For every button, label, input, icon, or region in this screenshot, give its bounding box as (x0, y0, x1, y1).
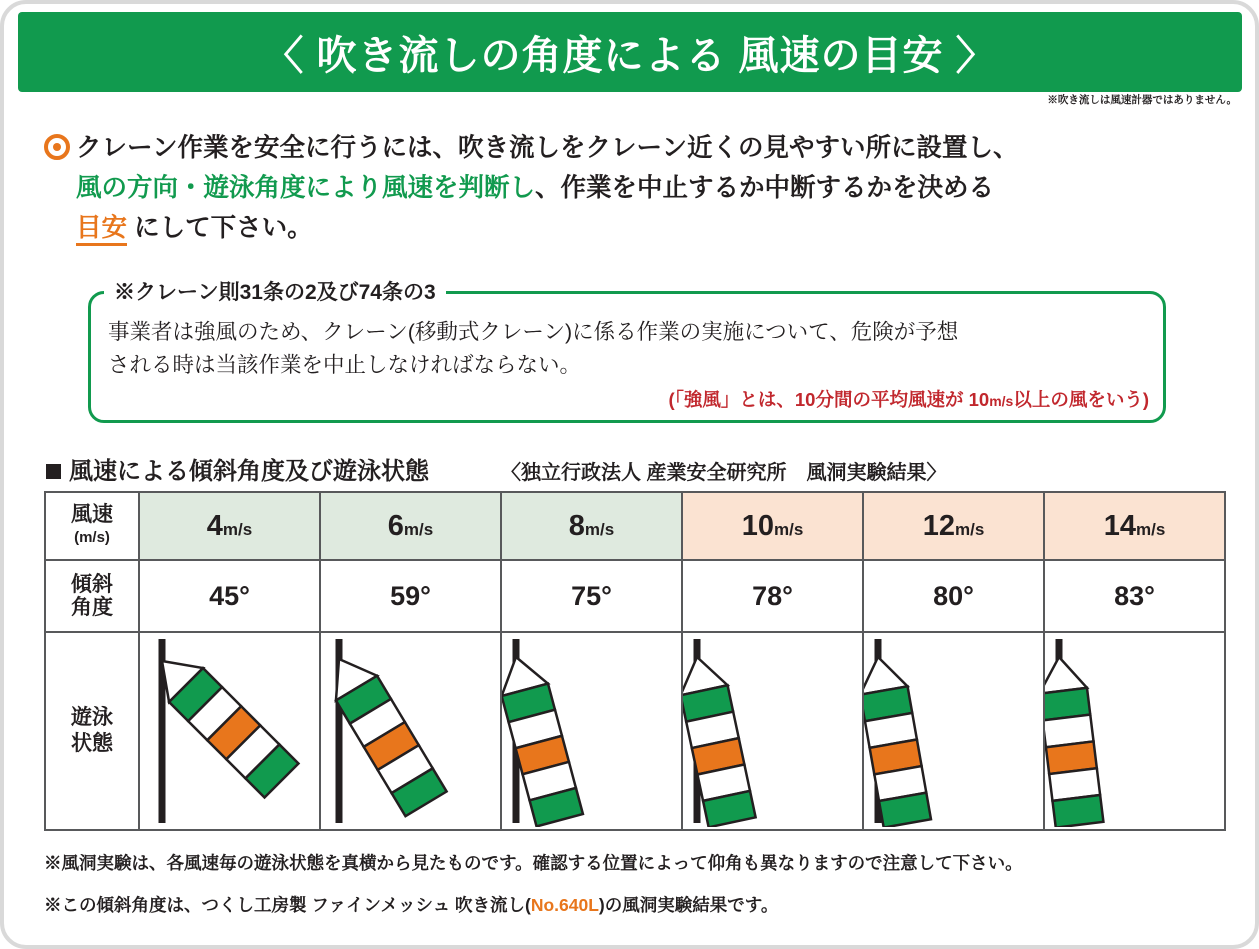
windsock-illustration-59 (321, 635, 498, 827)
angle-cell-3: 75° (501, 560, 682, 632)
lead-line-1 (44, 128, 1224, 168)
regulation-text-line-1: 事業者は強風のため、クレーン(移動式クレーン)に係る作業の実施について、危険が予想 (108, 320, 959, 344)
lead-line-3 (44, 208, 1224, 248)
row-header-speed-unit: (m/s) (74, 529, 110, 546)
lead-paragraph (44, 128, 1224, 248)
speed-unit-5: m/s (954, 519, 985, 539)
lead-line-3-text: にして下さい。 (127, 214, 313, 242)
row-header-state-line-1: 遊泳 (71, 706, 113, 729)
angle-cell-1: 45° (139, 560, 320, 632)
row-header-state-line-2: 状態 (71, 732, 113, 755)
speed-cell-3 (501, 492, 682, 560)
lead-line-2-text: 、作業を中止するか中断するかを決める (535, 174, 995, 202)
speed-value-6: 14 (1103, 509, 1136, 542)
angle-cell-5: 80° (863, 560, 1044, 632)
double-circle-icon (44, 134, 70, 160)
windsock-cell-2 (320, 632, 501, 830)
speed-value-4: 10 (741, 509, 774, 542)
row-header-angle-line-1: 傾斜 (71, 573, 113, 596)
poster-header (18, 12, 1242, 92)
footnote-2 (44, 884, 1224, 926)
windsock-illustration-83 (1045, 635, 1222, 827)
regulation-footnote (668, 386, 1149, 412)
row-header-speed-label: 風速 (71, 503, 113, 526)
angle-cell-4: 78° (682, 560, 863, 632)
table-subheading: 〈独立行政法人 産業安全研究所 風洞実験結果〉 (501, 462, 947, 484)
row-header-state (45, 632, 139, 830)
speed-unit-3: m/s (584, 519, 615, 539)
windsock-illustration-80 (864, 635, 1041, 827)
footnotes (44, 842, 1224, 926)
table-row (45, 492, 1225, 560)
windsock-illustration-45 (140, 635, 317, 827)
speed-cell-6 (1044, 492, 1225, 560)
table-heading (46, 451, 429, 486)
row-header-speed (45, 492, 139, 560)
lead-line-2 (44, 168, 1224, 208)
row-header-angle (45, 560, 139, 632)
footnote-2-product-code: No.640L (530, 895, 599, 915)
speed-value-5: 12 (922, 509, 955, 542)
wind-speed-table (44, 491, 1226, 831)
windsock-cell-5 (863, 632, 1044, 830)
square-bullet-icon (46, 464, 61, 479)
windsock-cell-3 (501, 632, 682, 830)
table-row (45, 632, 1225, 830)
lead-highlight-green: 風の方向・遊泳角度により風速を判断し (76, 174, 536, 202)
speed-value-2: 6 (387, 509, 404, 542)
speed-value-3: 8 (568, 509, 585, 542)
speed-cell-2 (320, 492, 501, 560)
regulation-footnote-value: 10 (968, 389, 990, 410)
speed-cell-1 (139, 492, 320, 560)
speed-unit-2: m/s (403, 519, 434, 539)
angle-cell-2: 59° (320, 560, 501, 632)
speed-unit-1: m/s (222, 519, 253, 539)
regulation-footnote-suffix: 以上の風をいう) (1013, 389, 1149, 410)
windsock-cell-6 (1044, 632, 1225, 830)
speed-unit-6: m/s (1135, 519, 1166, 539)
regulation-legend: ※クレーン則31条の2及び74条の3 (104, 276, 446, 306)
page-title: 〈 吹き流しの角度による 風速の目安 〉 (263, 33, 997, 78)
speed-cell-4 (682, 492, 863, 560)
header-disclaimer: ※吹き流しは風速計器ではありません。 (1047, 94, 1237, 106)
footnote-2-suffix: )の風洞実験結果です。 (598, 895, 779, 915)
row-header-angle-line-2: 角度 (71, 596, 113, 619)
regulation-footnote-unit: m/s (989, 393, 1014, 409)
lead-highlight-orange: 目安 (76, 214, 127, 246)
angle-cell-6: 83° (1044, 560, 1225, 632)
regulation-text (108, 316, 1148, 382)
speed-unit-4: m/s (773, 519, 804, 539)
speed-value-1: 4 (206, 509, 223, 542)
windsock-illustration-75 (502, 635, 679, 827)
regulation-text-line-2: される時は当該作業を中止しなければならない。 (108, 353, 582, 377)
table-row (45, 560, 1225, 632)
table-heading-text: 風速による傾斜角度及び遊泳状態 (69, 458, 429, 485)
speed-cell-5 (863, 492, 1044, 560)
lead-line-1-text: クレーン作業を安全に行うには、吹き流しをクレーン近くの見やすい所に設置し、 (76, 134, 1019, 162)
regulation-footnote-prefix: (「強風」とは、10分間の平均風速が (668, 389, 969, 410)
windsock-illustration-78 (683, 635, 860, 827)
windsock-cell-4 (682, 632, 863, 830)
windsock-cell-1 (139, 632, 320, 830)
footnote-1: ※風洞実験は、各風速毎の遊泳状態を真横から見たものです。確認する位置によって仰角も異なりますので注意して下さい。 (44, 853, 1023, 873)
footnote-2-prefix: ※この傾斜角度は、つくし工房製 ファインメッシュ 吹き流し( (44, 895, 531, 915)
